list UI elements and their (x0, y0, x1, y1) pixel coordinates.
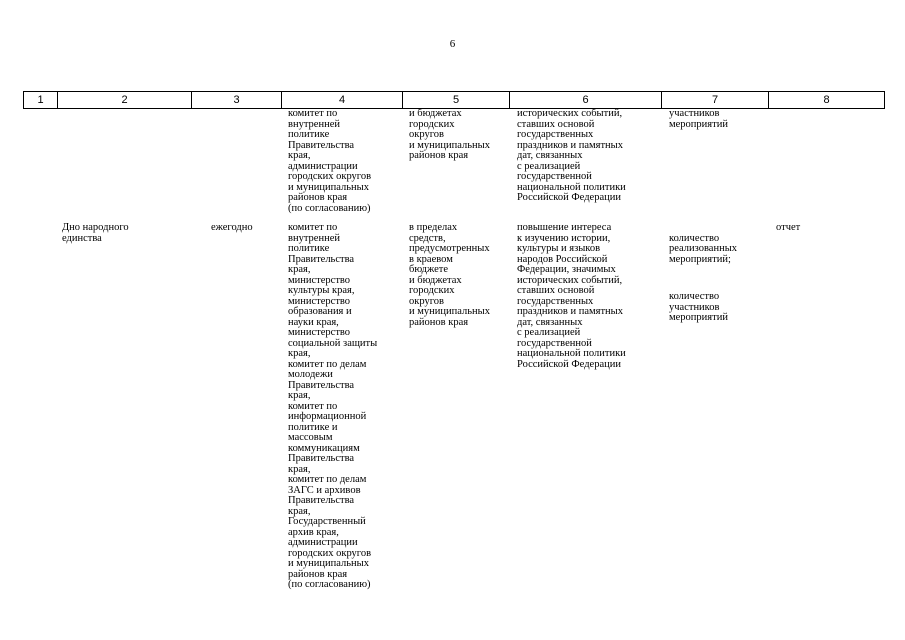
row-2-indicator-events: количество реализованных мероприятий; (669, 232, 738, 265)
row-2-responsible: комитет по внутренней политике Правительства края, министерство культуры края, министерство образования и науки края, министерство социальной защиты края, комитет по делам молодежи Правительства края, комитет по информационной политике и массовым коммуникациям Правительства края, комитет по делам ЗАГС и архивов Правительства края, Государственный архив края, администрации городских округов и муниципальных районов края (по согласованию) (288, 222, 378, 590)
column-number-5: 5 (403, 92, 510, 109)
column-number-8: 8 (769, 92, 885, 109)
row-2-event-name: Дно народного единства (62, 222, 129, 244)
header-row (24, 92, 885, 109)
row-1-indicator: участников мероприятий (669, 108, 728, 130)
row-2-report-form: отчет (776, 222, 801, 233)
row-1-funding: и бюджетах городских округов и муниципальных районов края (409, 108, 490, 161)
column-number-header (23, 91, 885, 109)
row-1-expected-result: исторических событий, ставших основой государственных праздников и памятных дат, связанных с реализацией государственной национальной политики Российской Федерации (517, 108, 626, 203)
row-1-responsible: комитет по внутренней политике Правительства края, администрации городских округов и муниципальных районов края (по согласованию) (288, 108, 372, 214)
row-2-funding: в пределах средств, предусмотренных в краевом бюджете и бюджетах городских округов и муниципальных районов края (409, 222, 490, 328)
row-2-indicators (669, 223, 737, 334)
column-number-1: 1 (24, 92, 58, 109)
column-number-3: 3 (192, 92, 282, 109)
column-number-4: 4 (282, 92, 403, 109)
column-number-6: 6 (510, 92, 662, 109)
column-number-7: 7 (662, 92, 769, 109)
column-number-2: 2 (58, 92, 192, 109)
page-number: 6 (449, 38, 456, 50)
row-2-expected-result: повышение интереса к изучению истории, культуры и языков народов Российской Федерации, значимых исторических событий, ставших основой государственных праздников и памятных дат, связанных с реализацией государственной национальной политики Российской Федерации (517, 222, 626, 370)
row-2-indicator-participants: количество участников мероприятий (669, 291, 728, 323)
row-2-period: ежегодно (211, 222, 253, 233)
